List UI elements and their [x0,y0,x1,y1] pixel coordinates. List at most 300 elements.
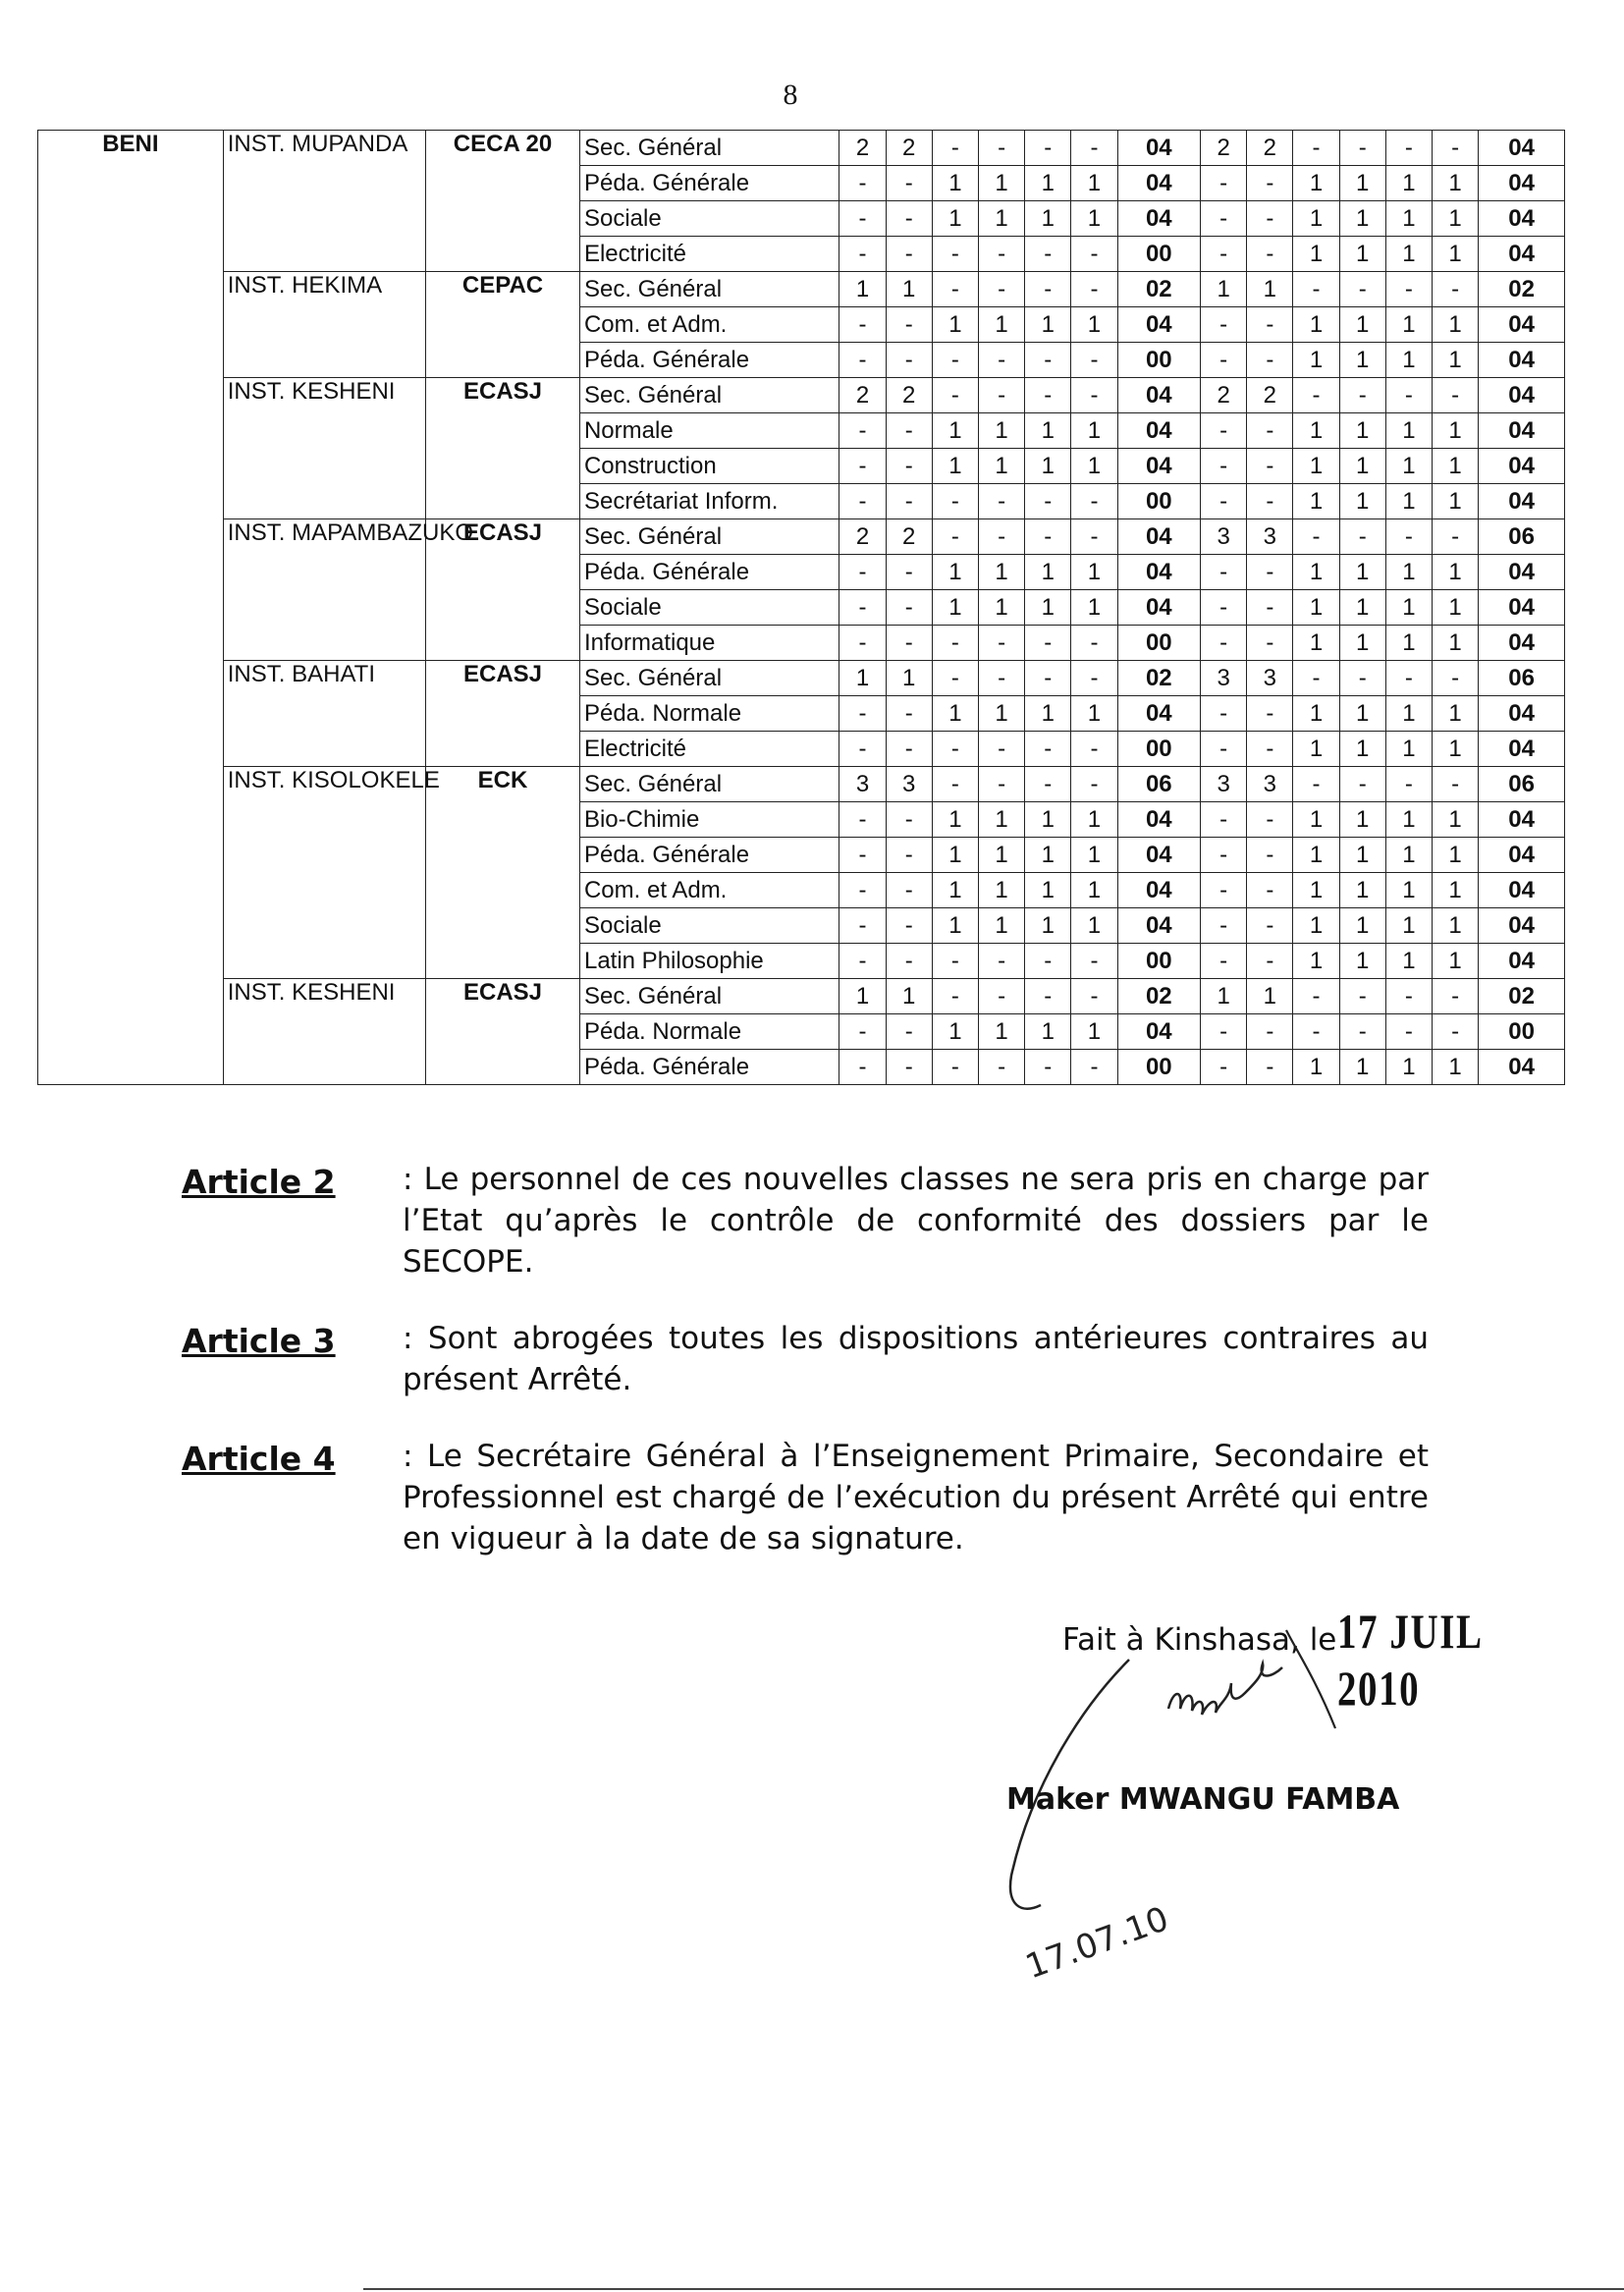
class-count-cell: - [1025,767,1071,802]
class-count-cell: - [1247,166,1293,201]
class-count-cell: 3 [1247,661,1293,696]
class-count-cell: - [1432,1014,1478,1050]
class-count-cell: 1 [1025,555,1071,590]
class-count-cell: 1 [1385,590,1432,626]
class-count-cell: 1 [1201,979,1247,1014]
total-cell: 04 [1117,873,1200,908]
class-count-cell: - [932,732,978,767]
class-count-cell: - [1071,237,1117,272]
class-count-cell: - [1025,626,1071,661]
class-count-cell: - [932,767,978,802]
class-count-cell: - [932,661,978,696]
class-count-cell: - [1432,519,1478,555]
school-name: INST. KISOLOKELE [223,767,425,979]
option-label: Electricité [579,732,839,767]
class-count-cell: - [886,838,932,873]
class-count-cell: - [839,237,886,272]
article-label: Article 3 [182,1322,336,1360]
class-count-cell: 1 [1339,555,1385,590]
class-count-cell: - [979,378,1025,413]
class-count-cell: 2 [1201,378,1247,413]
option-label: Péda. Générale [579,838,839,873]
class-count-cell: 1 [886,661,932,696]
class-count-cell: - [1071,1050,1117,1085]
total-cell: 06 [1479,661,1565,696]
class-count-cell: 1 [1385,908,1432,944]
class-count-cell: - [1201,802,1247,838]
class-count-cell: 1 [1432,449,1478,484]
class-count-cell: 1 [932,201,978,237]
class-count-cell: - [1201,732,1247,767]
class-count-cell: 1 [1432,307,1478,343]
class-count-cell: 1 [1385,201,1432,237]
total-cell: 00 [1117,626,1200,661]
option-label: Com. et Adm. [579,307,839,343]
total-cell: 04 [1117,519,1200,555]
class-count-cell: 1 [1247,272,1293,307]
class-count-cell: 2 [886,131,932,166]
class-count-cell: 1 [1293,732,1339,767]
school-code: ECASJ [426,661,580,767]
class-count-cell: - [1201,1014,1247,1050]
class-count-cell: - [839,413,886,449]
school-code: ECK [426,767,580,979]
class-count-cell: 1 [1339,802,1385,838]
class-count-cell: 1 [979,1014,1025,1050]
article-2 [182,1159,1429,1282]
total-cell: 04 [1117,802,1200,838]
class-count-cell: - [886,484,932,519]
class-count-cell: - [886,590,932,626]
class-count-cell: - [1385,767,1432,802]
class-count-cell: - [1293,272,1339,307]
class-count-cell: - [1339,272,1385,307]
class-count-cell: - [1339,131,1385,166]
class-count-cell: 1 [1385,237,1432,272]
class-count-cell: 3 [1247,519,1293,555]
total-cell: 04 [1479,626,1565,661]
option-label: Péda. Normale [579,696,839,732]
class-count-cell: 1 [1025,590,1071,626]
class-count-cell: 1 [1071,449,1117,484]
class-count-cell: - [1025,1050,1071,1085]
class-count-cell: 1 [979,590,1025,626]
class-count-cell: - [1071,767,1117,802]
table-row [38,131,1565,166]
class-count-cell: 1 [979,838,1025,873]
class-count-cell: 1 [1339,484,1385,519]
class-count-cell: - [886,1014,932,1050]
class-count-cell: 1 [1293,838,1339,873]
class-count-cell: 1 [979,802,1025,838]
class-count-cell: - [886,1050,932,1085]
class-count-cell: - [1071,131,1117,166]
option-label: Informatique [579,626,839,661]
class-count-cell: 1 [1385,555,1432,590]
total-cell: 04 [1479,378,1565,413]
table-row [38,661,1565,696]
class-count-cell: - [932,944,978,979]
class-count-cell: - [1025,732,1071,767]
total-cell: 04 [1479,732,1565,767]
class-count-cell: - [886,732,932,767]
article-4 [182,1436,1429,1559]
total-cell: 04 [1479,555,1565,590]
class-count-cell: 1 [932,802,978,838]
class-count-cell: - [886,555,932,590]
class-count-cell: - [1071,661,1117,696]
class-count-cell: 1 [1385,838,1432,873]
total-cell: 02 [1117,979,1200,1014]
table-row [38,272,1565,307]
option-label: Péda. Générale [579,555,839,590]
class-count-cell: - [979,626,1025,661]
class-count-cell: - [886,307,932,343]
class-count-cell: 2 [839,131,886,166]
class-count-cell: 1 [932,908,978,944]
class-count-cell: 1 [1025,449,1071,484]
class-count-cell: - [1247,802,1293,838]
class-count-cell: - [1201,944,1247,979]
class-count-cell: 1 [1293,201,1339,237]
total-cell: 04 [1117,201,1200,237]
school-name: INST. HEKIMA [223,272,425,378]
class-count-cell: 1 [1339,696,1385,732]
class-count-cell: 1 [1339,1050,1385,1085]
option-label: Péda. Générale [579,166,839,201]
class-count-cell: 1 [1025,696,1071,732]
class-count-cell: - [1432,272,1478,307]
class-count-cell: 1 [1071,413,1117,449]
class-count-cell: 1 [1025,166,1071,201]
class-count-cell: 1 [1432,201,1478,237]
class-count-cell: - [1025,484,1071,519]
class-count-cell: - [1385,979,1432,1014]
class-count-cell: 1 [1247,979,1293,1014]
class-count-cell: 1 [1339,237,1385,272]
class-count-cell: - [979,519,1025,555]
class-count-cell: - [886,343,932,378]
class-count-cell: - [1247,908,1293,944]
class-count-cell: 1 [1432,908,1478,944]
total-cell: 06 [1479,519,1565,555]
class-count-cell: - [932,1050,978,1085]
class-count-cell: 1 [1432,944,1478,979]
class-count-cell: - [1293,519,1339,555]
class-count-cell: - [979,944,1025,979]
class-count-cell: 1 [979,201,1025,237]
class-count-cell: - [839,873,886,908]
svg-text:17.07.10: 17.07.10 [1020,1899,1174,1988]
class-count-cell: - [1247,838,1293,873]
school-code: CEPAC [426,272,580,378]
class-count-cell: 1 [979,696,1025,732]
class-count-cell: 1 [932,838,978,873]
bottom-rule [363,2288,1624,2290]
class-count-cell: 1 [1432,626,1478,661]
class-count-cell: - [1432,661,1478,696]
class-count-cell: 1 [1385,484,1432,519]
class-count-cell: - [1201,908,1247,944]
class-count-cell: - [1339,661,1385,696]
signatory-name: Maker MWANGU FAMBA [1006,1782,1400,1817]
class-count-cell: - [839,166,886,201]
class-count-cell: - [1432,131,1478,166]
class-count-cell: 1 [1293,873,1339,908]
class-count-cell: - [1201,696,1247,732]
class-count-cell: 1 [1432,838,1478,873]
school-code: ECASJ [426,519,580,661]
option-label: Electricité [579,237,839,272]
total-cell: 04 [1117,449,1200,484]
class-count-cell: - [1432,979,1478,1014]
class-count-cell: - [1385,378,1432,413]
class-count-cell: 1 [1071,838,1117,873]
class-count-cell: - [1071,484,1117,519]
option-label: Secrétariat Inform. [579,484,839,519]
table-row [38,979,1565,1014]
class-count-cell: 2 [839,378,886,413]
class-count-cell: 1 [1432,802,1478,838]
class-count-cell: - [979,661,1025,696]
class-count-cell: 1 [1385,802,1432,838]
class-count-cell: 2 [886,378,932,413]
class-count-cell: 1 [1339,873,1385,908]
class-count-cell: 1 [1339,413,1385,449]
class-count-cell: 1 [1025,413,1071,449]
class-count-cell: 1 [1432,555,1478,590]
class-count-cell: 1 [839,272,886,307]
schools-table [37,130,1565,1085]
total-cell: 00 [1117,732,1200,767]
school-name: INST. BAHATI [223,661,425,767]
class-count-cell: 1 [1293,343,1339,378]
total-cell: 04 [1479,908,1565,944]
total-cell: 04 [1117,131,1200,166]
class-count-cell: 1 [1293,696,1339,732]
class-count-cell: 1 [1432,732,1478,767]
class-count-cell: 1 [1432,166,1478,201]
class-count-cell: 1 [839,661,886,696]
class-count-cell: - [839,307,886,343]
class-count-cell: - [932,378,978,413]
class-count-cell: - [1071,944,1117,979]
option-label: Sociale [579,201,839,237]
class-count-cell: - [1071,626,1117,661]
total-cell: 04 [1479,944,1565,979]
class-count-cell: 1 [1293,626,1339,661]
class-count-cell: - [1432,378,1478,413]
class-count-cell: 1 [1339,908,1385,944]
class-count-cell: - [1071,378,1117,413]
class-count-cell: - [839,838,886,873]
table-row [38,767,1565,802]
class-count-cell: - [839,696,886,732]
class-count-cell: 1 [1293,802,1339,838]
article-label: Article 2 [182,1163,336,1201]
class-count-cell: - [1025,272,1071,307]
class-count-cell: 1 [1071,873,1117,908]
class-count-cell: 1 [1385,626,1432,661]
class-count-cell: 2 [1247,378,1293,413]
class-count-cell: - [1385,131,1432,166]
total-cell: 04 [1479,1050,1565,1085]
class-count-cell: 1 [1339,626,1385,661]
class-count-cell: 1 [1293,237,1339,272]
class-count-cell: - [1247,944,1293,979]
class-count-cell: 1 [932,590,978,626]
class-count-cell: - [1247,449,1293,484]
total-cell: 04 [1479,307,1565,343]
total-cell: 04 [1117,1014,1200,1050]
class-count-cell: - [979,484,1025,519]
class-count-cell: 1 [1201,272,1247,307]
class-count-cell: 1 [1385,873,1432,908]
class-count-cell: - [1071,519,1117,555]
class-count-cell: 2 [886,519,932,555]
class-count-cell: - [839,944,886,979]
class-count-cell: - [1339,979,1385,1014]
class-count-cell: - [886,908,932,944]
class-count-cell: - [1293,661,1339,696]
total-cell: 02 [1117,661,1200,696]
class-count-cell: 3 [1201,767,1247,802]
class-count-cell: - [932,519,978,555]
class-count-cell: - [979,272,1025,307]
total-cell: 04 [1479,802,1565,838]
class-count-cell: - [886,802,932,838]
table-row [38,378,1565,413]
class-count-cell: 1 [1385,413,1432,449]
article-text: : Le personnel de ces nouvelles classes ne sera pris en charge par l’Etat qu’après le contrôle de conformité des dossiers par le SECOPE. [403,1162,1429,1280]
option-label: Sec. Général [579,378,839,413]
class-count-cell: - [1201,590,1247,626]
class-count-cell: - [1247,1014,1293,1050]
total-cell: 04 [1117,378,1200,413]
class-count-cell: 1 [1385,944,1432,979]
total-cell: 04 [1479,590,1565,626]
class-count-cell: - [1247,413,1293,449]
class-count-cell: 1 [1339,944,1385,979]
total-cell: 04 [1479,413,1565,449]
class-count-cell: 1 [1293,944,1339,979]
option-label: Péda. Générale [579,343,839,378]
total-cell: 00 [1479,1014,1565,1050]
class-count-cell: - [1201,449,1247,484]
class-count-cell: 1 [979,449,1025,484]
total-cell: 04 [1479,343,1565,378]
class-count-cell: 1 [1025,838,1071,873]
school-code: ECASJ [426,979,580,1085]
school-name: INST. KESHENI [223,979,425,1085]
class-count-cell: - [1247,343,1293,378]
total-cell: 04 [1117,838,1200,873]
class-count-cell: - [1201,307,1247,343]
class-count-cell: 3 [1247,767,1293,802]
class-count-cell: - [1293,979,1339,1014]
class-count-cell: - [1201,166,1247,201]
school-name: INST. MUPANDA [223,131,425,272]
total-cell: 04 [1117,413,1200,449]
class-count-cell: - [1025,343,1071,378]
region-cell: BENI [38,131,224,1085]
total-cell: 04 [1479,696,1565,732]
total-cell: 04 [1117,307,1200,343]
total-cell: 04 [1479,201,1565,237]
total-cell: 00 [1117,484,1200,519]
place-line: Fait à Kinshasa, le [1062,1622,1337,1658]
total-cell: 00 [1117,237,1200,272]
class-count-cell: - [932,979,978,1014]
class-count-cell: - [1339,767,1385,802]
class-count-cell: - [932,272,978,307]
class-count-cell: 1 [1071,201,1117,237]
class-count-cell: - [1071,272,1117,307]
class-count-cell: 1 [932,873,978,908]
class-count-cell: - [979,1050,1025,1085]
class-count-cell: - [932,237,978,272]
class-count-cell: - [839,732,886,767]
class-count-cell: - [1025,979,1071,1014]
class-count-cell: - [1025,378,1071,413]
class-count-cell: - [1025,944,1071,979]
total-cell: 00 [1117,343,1200,378]
class-count-cell: 1 [1432,873,1478,908]
class-count-cell: 1 [932,307,978,343]
class-count-cell: 1 [1385,696,1432,732]
class-count-cell: - [1025,131,1071,166]
class-count-cell: 1 [1339,838,1385,873]
class-count-cell: 1 [1293,1050,1339,1085]
class-count-cell: - [839,802,886,838]
class-count-cell: - [1201,873,1247,908]
total-cell: 04 [1479,484,1565,519]
class-count-cell: 1 [1432,237,1478,272]
total-cell: 04 [1479,131,1565,166]
article-text: : Le Secrétaire Général à l’Enseignement Primaire, Secondaire et Professionnel est chargé de l’exécution du présent Arrêté qui entre en vigueur à la date de sa signature. [403,1439,1429,1556]
option-label: Construction [579,449,839,484]
option-label: Sec. Général [579,519,839,555]
class-count-cell: 1 [1071,590,1117,626]
class-count-cell: 1 [886,979,932,1014]
class-count-cell: - [1339,378,1385,413]
class-count-cell: - [886,449,932,484]
class-count-cell: 2 [1247,131,1293,166]
class-count-cell: - [839,555,886,590]
class-count-cell: - [1201,237,1247,272]
class-count-cell: - [839,201,886,237]
class-count-cell: - [979,732,1025,767]
class-count-cell: - [1432,767,1478,802]
class-count-cell: - [932,484,978,519]
class-count-cell: - [979,767,1025,802]
class-count-cell: - [839,343,886,378]
class-count-cell: - [1339,519,1385,555]
class-count-cell: - [1385,272,1432,307]
class-count-cell: - [886,626,932,661]
class-count-cell: - [1293,378,1339,413]
total-cell: 06 [1479,767,1565,802]
class-count-cell: - [1071,979,1117,1014]
option-label: Com. et Adm. [579,873,839,908]
class-count-cell: - [1293,1014,1339,1050]
class-count-cell: - [1201,201,1247,237]
class-count-cell: - [1247,732,1293,767]
total-cell: 04 [1479,237,1565,272]
class-count-cell: - [886,873,932,908]
class-count-cell: - [839,626,886,661]
class-count-cell: - [1247,696,1293,732]
